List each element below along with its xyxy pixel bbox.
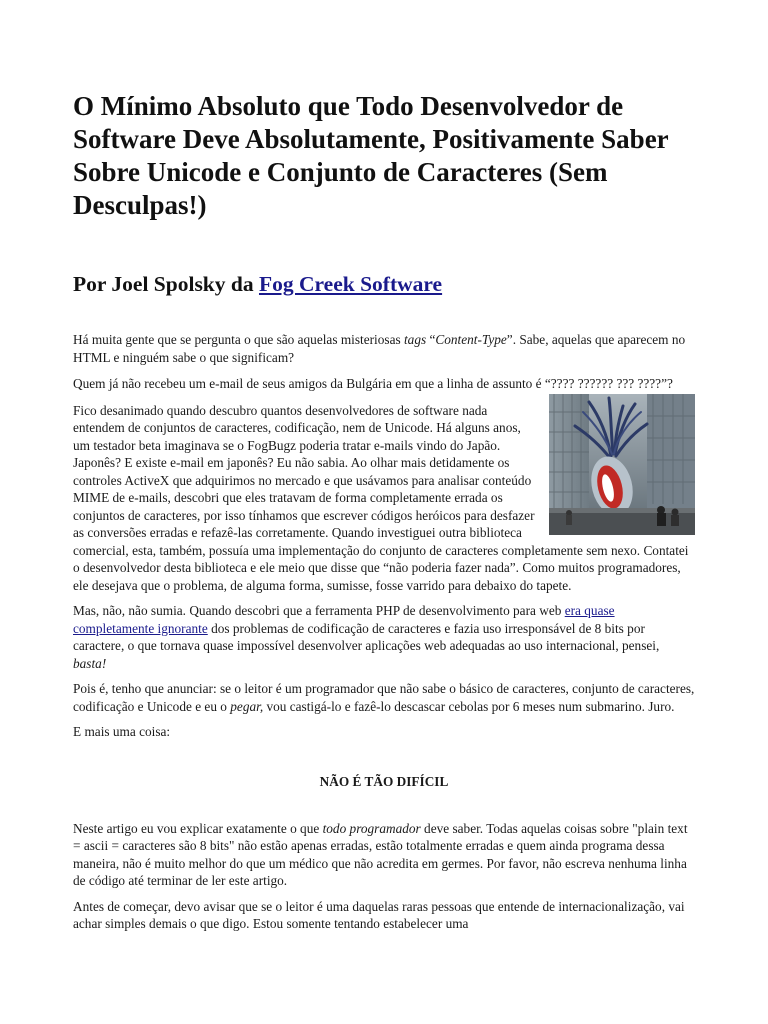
sculpture-photo: [549, 394, 695, 535]
p4-text-2: dos problemas de codificação de caracteres e fazia uso irresponsável de 8 bits por caractere, o que tornava quase impossível desenvolver aplicações web adequadas ao uso internacional, pensei,: [73, 620, 660, 653]
sculpture-photo-svg: [549, 394, 695, 535]
article-byline: [73, 270, 695, 298]
p1-em-tags: tags: [403, 332, 427, 347]
paragraph-5: [73, 680, 695, 715]
p4-text-1: Mas, não, não sumia. Quando descobri que a ferramenta PHP de desenvolvimento para web: [73, 603, 565, 618]
p5-text-2: vou castigá-lo e fazê-lo descascar cebolas por 6 meses num submarino. Juro.: [263, 698, 675, 714]
p7-em-todo-programador: todo programador: [322, 820, 421, 836]
paragraph-1: [73, 331, 695, 366]
php-ignorant-link[interactable]: era quase completamente ignorante: [73, 603, 615, 636]
byline-prefix: Por Joel Spolsky da: [73, 272, 259, 296]
paragraph-7: [73, 820, 695, 890]
fog-creek-link[interactable]: Fog Creek Software: [258, 272, 443, 296]
p5-em-pegar: pegar,: [230, 698, 264, 714]
article: [73, 90, 695, 933]
paragraph-2: Quem já não recebeu um e-mail de seus amigos da Bulgária em que a linha de assunto é “???? ?????? ??? ????”?: [73, 376, 673, 391]
p4-em-basta: basta!: [73, 655, 107, 671]
article-title: O Mínimo Absoluto que Todo Desenvolvedor de Software Deve Absolutamente, Positivamente Saber Sobre Unicode e Conjunto de Caracteres (Sem Desculpas!): [73, 91, 669, 220]
p1-text-1: Há muita gente que se pergunta o que são aquelas misteriosas: [73, 332, 404, 347]
p5-text-1: Pois é, tenho que anunciar: se o leitor é um programador que não sabe o básico de caracteres, conjunto de caracteres, codificação e Unicode e eu o: [73, 681, 695, 714]
paragraph-6: E mais uma coisa:: [73, 724, 171, 739]
p1-text-2: “: [426, 332, 436, 347]
paragraph-4: [73, 602, 695, 672]
p7-text-1: Neste artigo eu vou explicar exatamente o que: [73, 820, 323, 836]
p1-text-3: ”. Sabe, aquelas que aparecem no HTML e ninguém sabe o que significam?: [73, 332, 686, 365]
p1-em-content-type: Content-Type: [435, 332, 507, 347]
paragraph-3: Fico desanimado quando descubro quantos desenvolvedores de software nada entendem de conjuntos de caracteres, codificação, nem de Unicode. Há alguns anos, um testador beta imaginava se o FogBugz poderia tratar e-mails vindo do Japão. Japonês? E existe e-mail em japonês? Eu não sabia. Ao olhar mais detidamente os controles ActiveX que adquirimos no mercado e que usávamos para analisar conteúdo MIME de e-mails, descobri que eles tratavam de forma completamente errada os conjuntos de caracteres, por isso tínhamos que escrever códigos heróicos para desfazer as conversões erradas e refazê-las corretamente. Quando investiguei outra biblioteca comercial, esta, também, possuía uma implementação do conjunto de caracteres completamente sem nexo. Contatei o desenvolvedor desta biblioteca e ele meio que disse que “não poderia fazer nada”. Como muitos programadores, ele desejava que o problema, de alguma forma, sumisse, fosse varrido para debaixo do tapete.: [73, 402, 689, 593]
paragraph-8: Antes de começar, devo avisar que se o leitor é uma daquelas raras pessoas que entende de internacionalização, vai achar simples demais o que digo. Estou somente tentando estabelecer uma: [73, 898, 685, 931]
section-heading: NÃO É TÃO DIFÍCIL: [319, 773, 449, 789]
p7-text-2: deve saber. Todas aquelas coisas sobre "plain text = ascii = caracteres são 8 bits" não estão apenas erradas, estão totalmente erradas e quem ainda programa dessa maneira, não é muito melhor do que um médico que não acredita em germes. Por favor, não escreva nenhuma linha de código até terminar de ler este artigo.: [73, 820, 688, 888]
